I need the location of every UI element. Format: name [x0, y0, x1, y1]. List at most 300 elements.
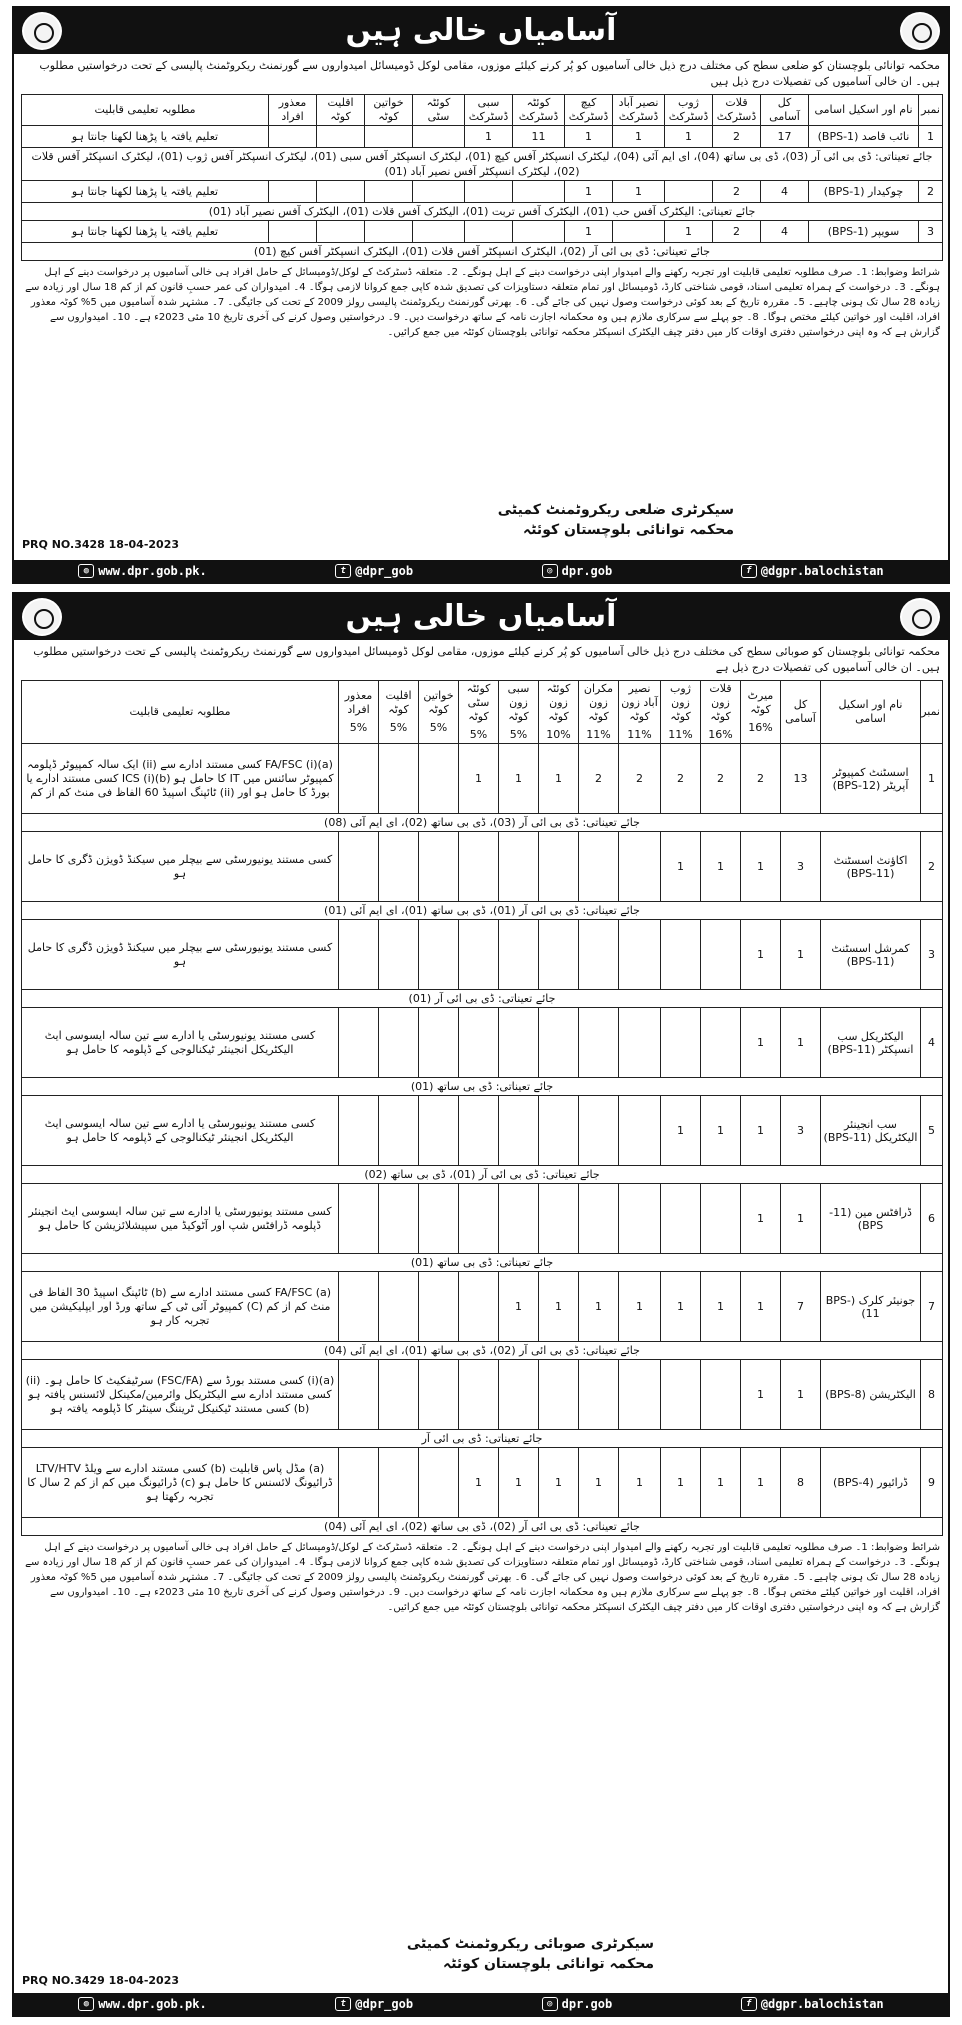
ad1-vacancy-table	[21, 94, 943, 261]
quota-cell: 1	[661, 1448, 701, 1518]
quota-cell	[339, 1448, 379, 1518]
energy-dept-seal-icon	[22, 12, 62, 50]
quota-cell	[339, 832, 379, 902]
quota-cell	[269, 181, 317, 203]
quota-cell	[613, 221, 665, 243]
ad1-footer	[14, 560, 948, 582]
quota-percent: 10%	[546, 728, 571, 741]
column-header-label: معذور افراد	[278, 96, 307, 123]
quota-cell: 1	[539, 1272, 579, 1342]
place-of-posting: جائے تعیناتی: ڈی بی ائی آر (03)، ڈی بی ساتھ (02)، ای ایم آئی (08)	[22, 814, 943, 832]
ad2-vacancy-table	[21, 680, 943, 1536]
quota-cell: 1	[781, 1008, 821, 1078]
column-header-label: میرٹ کوٹہ	[747, 689, 774, 716]
quota-cell	[379, 920, 419, 990]
quota-cell: 4	[761, 221, 809, 243]
column-header	[379, 681, 419, 744]
column-header	[579, 681, 619, 744]
quota-cell: 2	[741, 744, 781, 814]
column-header-label: سبی ڈسٹرکٹ	[468, 96, 509, 123]
column-header-label: مطلوبہ تعلیمی قابلیت	[94, 103, 196, 116]
quota-cell	[579, 832, 619, 902]
globe-icon: ◍	[78, 1997, 94, 2011]
quota-cell: 1	[701, 1448, 741, 1518]
quota-cell	[419, 1096, 459, 1166]
row-number: 7	[921, 1272, 943, 1342]
quota-cell	[317, 181, 365, 203]
table-row	[22, 920, 943, 990]
quota-cell	[701, 920, 741, 990]
table-row	[22, 832, 943, 902]
column-header	[661, 681, 701, 744]
quota-cell	[269, 126, 317, 148]
column-header-label: کوئٹہ سٹی	[426, 96, 451, 123]
place-of-posting: جائے تعیناتی: ڈی بی ائی آر (01)	[22, 990, 943, 1008]
column-header-label: معذور افراد	[344, 689, 373, 716]
quota-cell: 2	[713, 221, 761, 243]
column-header	[781, 681, 821, 744]
quota-cell: 1	[665, 221, 713, 243]
column-header-label: کوئٹہ زون کوٹہ	[546, 682, 571, 723]
quota-percent: 5%	[469, 728, 488, 741]
ad1-signature-dept: محکمہ توانائی بلوچستان کوئٹہ	[523, 522, 734, 538]
qualification: کسی مستند یونیورسٹی یا ادارے سے تین سالہ ایسوسی ایٹ الیکٹریکل انجینئر ٹیکنالوجی کے ڈپلومہ کا حامل ہو	[22, 1096, 339, 1166]
quota-cell	[339, 1096, 379, 1166]
column-header	[665, 95, 713, 126]
place-of-posting: جائے تعیناتی: ڈی بی ائی آر (02)، الیکٹرک انسپکٹر آفس قلات (01)، الیکٹرک انسپکٹر آفس کیچ (01)	[22, 243, 943, 261]
table-row	[22, 744, 943, 814]
column-header-label: کوئٹہ سٹی کوٹہ	[466, 682, 491, 723]
instagram-icon: ◎	[542, 1997, 558, 2011]
quota-cell	[661, 1184, 701, 1254]
quota-percent: 11%	[668, 728, 693, 741]
ad2-title: آسامیاں خالی ہیں	[345, 599, 617, 634]
ad1-footer-twitter[interactable]: t @dpr_gob	[335, 564, 413, 578]
quota-cell	[539, 920, 579, 990]
column-header	[465, 95, 513, 126]
column-header-label: نصیر آباد زون کوٹہ	[621, 682, 658, 723]
quota-cell: 3	[781, 832, 821, 902]
column-header	[809, 95, 919, 126]
ad2-intro: محکمہ توانائی بلوچستان کو صوبائی سطح کی مختلف درج ذیل خالی آسامیوں کو پُر کرنے کیلئے موزوں، مقامی لوکل ڈومیسائل امیدواروں سے گورنمنٹ ریکروٹمنٹ پالیسی کے تحت درخواستیں مطلوب ہیں۔ ان خالی آسامیوں کی تفصیلات درج ذیل ہے	[33, 645, 940, 674]
quota-cell: 1	[781, 920, 821, 990]
quota-cell: 1	[619, 1272, 661, 1342]
quota-cell	[419, 1008, 459, 1078]
column-header-label: مطلوبہ تعلیمی قابلیت	[129, 705, 231, 718]
quota-cell	[379, 1008, 419, 1078]
quota-cell	[579, 1008, 619, 1078]
facebook-icon: f	[741, 564, 757, 578]
quota-percent: 5%	[389, 721, 408, 734]
table-row	[22, 221, 943, 243]
table-row	[22, 126, 943, 148]
ad2-footer-instagram[interactable]: ◎ dpr.gob	[542, 1997, 613, 2011]
quota-cell: 1	[741, 1008, 781, 1078]
quota-cell: 2	[619, 744, 661, 814]
qualification: (a)(i) FA/FSC کسی مستند ادارے سے (ii) ایک سالہ کمپیوٹر ڈپلومہ کمپیوٹر سائنس میں IT کا حامل ہو (b)(i) ICS کسی مستند ادارے یا بورڈ کا حامل ہو اور (ii) ٹائپنگ اسپیڈ 60 الفاظ فی منٹ کم از کم	[22, 744, 339, 814]
quota-cell: 7	[781, 1272, 821, 1342]
quota-cell: 1	[661, 832, 701, 902]
post-name: نائب قاصد (BPS-1)	[809, 126, 919, 148]
quota-cell	[459, 1184, 499, 1254]
quota-cell: 1	[459, 1448, 499, 1518]
quota-cell	[419, 744, 459, 814]
quota-cell	[499, 1360, 539, 1430]
column-header-label: خواتین کوٹہ	[423, 689, 454, 716]
column-header	[821, 681, 921, 744]
place-of-posting: جائے تعیناتی: ڈی بی ساتھ (01)	[22, 1254, 943, 1272]
table-row	[22, 1184, 943, 1254]
quota-cell	[379, 832, 419, 902]
ad1-footer-instagram[interactable]: ◎ dpr.gob	[542, 564, 613, 578]
advertisement-district	[12, 6, 950, 584]
ad1-intro: محکمہ توانائی بلوچستان کو ضلعی سطح کی مختلف درج ذیل خالی آسامیوں کو پُر کرنے کیلئے موزوں، مقامی لوکل ڈومیسائل امیدواروں سے گورنمنٹ ریکروٹمنٹ پالیسی کے تحت درخواستیں مطلوب ہیں۔ ان خالی آسامیوں کی تفصیلات درج ذیل ہیں	[39, 59, 940, 88]
column-header	[919, 95, 943, 126]
column-header	[565, 95, 613, 126]
table-row	[22, 1448, 943, 1518]
column-header	[499, 681, 539, 744]
quota-cell: 1	[539, 744, 579, 814]
quota-cell	[619, 1360, 661, 1430]
station-row	[22, 148, 943, 181]
quota-cell	[539, 832, 579, 902]
quota-cell	[365, 126, 413, 148]
quota-cell	[539, 1008, 579, 1078]
quota-cell	[413, 126, 465, 148]
row-number: 6	[921, 1184, 943, 1254]
quota-cell: 1	[781, 1184, 821, 1254]
quota-cell	[413, 181, 465, 203]
quota-percent: 11%	[627, 728, 652, 741]
quota-cell: 1	[661, 1096, 701, 1166]
energy-dept-seal-icon	[22, 598, 62, 636]
row-number: 1	[921, 744, 943, 814]
quota-cell: 1	[741, 1096, 781, 1166]
post-name: ڈرافٹس مین (11-BPS)	[821, 1184, 921, 1254]
quota-cell: 1	[741, 1360, 781, 1430]
post-name: اکاؤنٹ اسسٹنٹ (BPS-11)	[821, 832, 921, 902]
quota-cell: 2	[713, 126, 761, 148]
qualification: (a) مڈل پاس قابلیت (b) کسی مستند ادارے سے ویلڈ LTV/HTV ڈرائیونگ لائسنس کا حامل ہو (c) ڈرائیونگ میں کم از کم 2 سال کا تجربہ رکھتا ہو	[22, 1448, 339, 1518]
quota-cell	[419, 920, 459, 990]
column-header	[365, 95, 413, 126]
column-header	[713, 95, 761, 126]
quota-cell: 1	[741, 1184, 781, 1254]
quota-cell: 1	[613, 126, 665, 148]
station-row	[22, 1254, 943, 1272]
quota-cell: 1	[741, 832, 781, 902]
quota-cell	[317, 126, 365, 148]
govt-seal-icon	[900, 598, 940, 636]
quota-cell: 8	[781, 1448, 821, 1518]
quota-cell: 1	[741, 1448, 781, 1518]
quota-percent: 16%	[708, 728, 733, 741]
column-header	[921, 681, 943, 744]
quota-cell	[579, 1360, 619, 1430]
quota-cell	[465, 221, 513, 243]
table-row	[22, 1360, 943, 1430]
column-header	[539, 681, 579, 744]
govt-seal-icon	[900, 12, 940, 50]
column-header	[701, 681, 741, 744]
quota-cell	[365, 181, 413, 203]
qualification: کسی مستند یونیورسٹی یا ادارے سے تین سالہ ایسوسی ایٹ الیکٹریکل انجینئر ٹیکنالوجی کے ڈپلومہ کا حامل ہو	[22, 1008, 339, 1078]
quota-cell	[499, 1184, 539, 1254]
quota-cell: 1	[579, 1448, 619, 1518]
instagram-icon: ◎	[542, 564, 558, 578]
station-row	[22, 243, 943, 261]
column-header	[761, 95, 809, 126]
quota-cell	[665, 181, 713, 203]
quota-cell: 1	[741, 920, 781, 990]
column-header-label: نصیر آباد ڈسٹرکٹ	[618, 96, 659, 123]
quota-cell	[539, 1184, 579, 1254]
quota-cell: 2	[701, 744, 741, 814]
ad1-header-row	[22, 95, 943, 126]
post-name: کمرشل اسسٹنٹ (BPS-11)	[821, 920, 921, 990]
quota-cell	[465, 181, 513, 203]
quota-cell: 1	[701, 1096, 741, 1166]
quota-cell	[499, 1096, 539, 1166]
quota-cell	[419, 1272, 459, 1342]
quota-cell: 1	[619, 1448, 661, 1518]
quota-cell: 2	[579, 744, 619, 814]
table-row	[22, 1096, 943, 1166]
quota-cell	[339, 1008, 379, 1078]
quota-cell: 1	[565, 181, 613, 203]
column-header	[459, 681, 499, 744]
quota-cell	[339, 920, 379, 990]
station-row	[22, 990, 943, 1008]
quota-cell	[379, 1096, 419, 1166]
column-header	[419, 681, 459, 744]
post-name: اسسٹنٹ کمپیوٹر آپریٹر (BPS-12)	[821, 744, 921, 814]
ad1-signature	[14, 500, 734, 540]
quota-cell	[459, 1272, 499, 1342]
quota-cell	[339, 1184, 379, 1254]
quota-cell: 1	[701, 832, 741, 902]
ad2-footer-twitter[interactable]: t @dpr_gob	[335, 1997, 413, 2011]
post-name: الیکٹریکل سب انسپکٹر (BPS-11)	[821, 1008, 921, 1078]
quota-cell	[499, 920, 539, 990]
row-number: 2	[919, 181, 943, 203]
row-number: 9	[921, 1448, 943, 1518]
station-row	[22, 1518, 943, 1536]
station-row	[22, 1430, 943, 1448]
quota-cell: 1	[781, 1360, 821, 1430]
quota-cell: 1	[665, 126, 713, 148]
quota-cell	[459, 1096, 499, 1166]
quota-cell	[459, 1360, 499, 1430]
column-header	[317, 95, 365, 126]
place-of-posting: جائے تعیناتی: ڈی بی ائی آر	[22, 1430, 943, 1448]
quota-cell: 13	[781, 744, 821, 814]
quota-cell	[513, 181, 565, 203]
quota-cell: 1	[459, 744, 499, 814]
table-row	[22, 181, 943, 203]
quota-cell: 1	[701, 1272, 741, 1342]
quota-cell	[365, 221, 413, 243]
column-header-label: نام اور اسکیل اسامی	[814, 103, 913, 116]
place-of-posting: جائے تعیناتی: ڈی بی ائی آر (02)، ڈی بی ساتھ (02)، ای ایم آئی (04)	[22, 1518, 943, 1536]
place-of-posting: جائے تعیناتی: ڈی بی ائی آر (01)، ڈی بی ساتھ (02)	[22, 1166, 943, 1184]
post-name: الیکٹریشن (BPS-8)	[821, 1360, 921, 1430]
column-header	[413, 95, 465, 126]
quota-cell	[619, 1096, 661, 1166]
quota-cell	[619, 832, 661, 902]
column-header-label: ژوب ڈسٹرکٹ	[668, 96, 709, 123]
ad2-signature-dept: محکمہ توانائی بلوچستان کوئٹہ	[443, 1956, 654, 1972]
quota-cell	[499, 832, 539, 902]
ad2-prq-number: PRQ NO.3429 18-04-2023	[22, 1974, 180, 1987]
quota-cell: 2	[661, 744, 701, 814]
column-header-label: نام اور اسکیل اسامی	[838, 698, 903, 725]
quota-cell	[619, 920, 661, 990]
qualification: تعلیم یافتہ یا پڑھنا لکھنا جانتا ہو	[22, 126, 269, 148]
facebook-icon: f	[741, 1997, 757, 2011]
place-of-posting: جائے تعیناتی: ڈی بی ائی آر (03)، ڈی بی ساتھ (04)، ای ایم آئی (04)، لیکٹرک انسپکٹر آفس کیچ (01)، لیکٹرک انسپکٹر آفس سبی (01)، لیکٹرک انسپکٹر آفس ژوب (01)، لیکٹرک انسپکٹر آفس قلات (02)، لیکٹرک انسپکٹر آفس نصیر آباد (01)	[22, 148, 943, 181]
quota-cell	[579, 920, 619, 990]
column-header-label: مکران زون کوٹہ	[583, 682, 614, 723]
quota-cell	[513, 221, 565, 243]
row-number: 5	[921, 1096, 943, 1166]
quota-cell: 1	[465, 126, 513, 148]
qualification: تعلیم یافتہ یا پڑھنا لکھنا جانتا ہو	[22, 181, 269, 203]
ad1-title: آسامیاں خالی ہیں	[345, 13, 617, 48]
quota-cell	[419, 1360, 459, 1430]
twitter-icon: t	[335, 1997, 351, 2011]
column-header-label: اقلیت کوٹہ	[327, 96, 354, 123]
qualification: کسی مستند یونیورسٹی سے بیچلر میں سیکنڈ ڈویژن ڈگری کا حامل ہو	[22, 920, 339, 990]
quota-cell	[701, 1008, 741, 1078]
table-row	[22, 1272, 943, 1342]
column-header	[22, 95, 269, 126]
place-of-posting: جائے تعیناتی: ڈی بی ائی آر (01)، ڈی بی ساتھ (01)، ای ایم آئی (01)	[22, 902, 943, 920]
quota-cell	[619, 1184, 661, 1254]
quota-cell: 1	[499, 1448, 539, 1518]
quota-percent: 5%	[349, 721, 368, 734]
quota-cell: 1	[579, 1272, 619, 1342]
quota-cell	[661, 1360, 701, 1430]
column-header	[619, 681, 661, 744]
column-header-label: کل آسامی	[769, 96, 800, 123]
post-name: سب انجینئر الیکٹریکل (BPS-11)	[821, 1096, 921, 1166]
advertisement-provincial	[12, 592, 950, 2017]
quota-cell: 17	[761, 126, 809, 148]
quota-cell	[539, 1360, 579, 1430]
column-header	[741, 681, 781, 744]
table-row	[22, 1008, 943, 1078]
ad1-prq-number: PRQ NO.3428 18-04-2023	[22, 538, 180, 551]
quota-cell	[419, 1184, 459, 1254]
quota-cell: 1	[499, 744, 539, 814]
column-header-label: ژوب زون کوٹہ	[670, 682, 691, 723]
quota-cell	[499, 1008, 539, 1078]
column-header-label: کیچ ڈسٹرکٹ	[568, 96, 609, 123]
quota-cell	[579, 1184, 619, 1254]
quota-cell	[661, 920, 701, 990]
quota-cell	[379, 1272, 419, 1342]
quota-cell	[269, 221, 317, 243]
column-header-label: سبی زون کوٹہ	[507, 682, 530, 723]
quota-cell	[379, 1184, 419, 1254]
station-row	[22, 814, 943, 832]
post-name: جونیئر کلرک (BPS-11)	[821, 1272, 921, 1342]
quota-percent: 5%	[429, 721, 448, 734]
row-number: 4	[921, 1008, 943, 1078]
column-header-label: اقلیت کوٹہ	[385, 689, 412, 716]
column-header-label: کوئٹہ ڈسٹرکٹ	[518, 96, 559, 123]
quota-cell	[459, 1008, 499, 1078]
quota-cell: 4	[761, 181, 809, 203]
qualification: تعلیم یافتہ یا پڑھنا لکھنا جانتا ہو	[22, 221, 269, 243]
station-row	[22, 1078, 943, 1096]
twitter-icon: t	[335, 564, 351, 578]
quota-cell: 11	[513, 126, 565, 148]
ad2-signature	[14, 1934, 654, 1974]
quota-cell	[619, 1008, 661, 1078]
quota-cell: 2	[713, 181, 761, 203]
ad2-header-row	[22, 681, 943, 744]
row-number: 3	[921, 920, 943, 990]
qualification: کسی مستند یونیورسٹی سے بیچلر میں سیکنڈ ڈویژن ڈگری کا حامل ہو	[22, 832, 339, 902]
quota-cell	[701, 1184, 741, 1254]
row-number: 3	[919, 221, 943, 243]
qualification: کسی مستند یونیورسٹی یا ادارے سے تین سالہ ایسوسی ایٹ انجینئر ڈپلومہ ڈرافٹس شپ اور آٹوکیڈ میں سپیشلائزیشن کا حامل ہو	[22, 1184, 339, 1254]
row-number: 1	[919, 126, 943, 148]
quota-percent: 16%	[748, 721, 773, 734]
quota-cell	[339, 1272, 379, 1342]
quota-cell	[339, 744, 379, 814]
ad1-footer-web[interactable]: ◍ www.dpr.gob.pk.	[78, 564, 206, 578]
quota-cell	[539, 1096, 579, 1166]
quota-cell	[419, 1448, 459, 1518]
quota-percent: 11%	[586, 728, 611, 741]
quota-cell	[317, 221, 365, 243]
post-name: سویپر (BPS-1)	[809, 221, 919, 243]
column-header-label: کل آسامی	[785, 698, 816, 725]
quota-cell: 1	[539, 1448, 579, 1518]
globe-icon: ◍	[78, 564, 94, 578]
qualification: (a)(i) کسی مستند بورڈ سے (FSC/FA) سرٹیفکیٹ کا حامل ہو۔ (ii) کسی مستند ادارے سے الیکٹریکل وائرمین/مکینکل لائسنس یافتہ ہو (b) کسی مستند ٹیکنیکل ٹریننگ سینٹر کا ڈپلومہ یافتہ ہو	[22, 1360, 339, 1430]
quota-cell: 1	[661, 1272, 701, 1342]
post-name: ڈرائیور (4-BPS)	[821, 1448, 921, 1518]
ad2-footer	[14, 1993, 948, 2015]
quota-cell	[413, 221, 465, 243]
quota-cell	[459, 920, 499, 990]
quota-cell	[379, 1360, 419, 1430]
column-header-label: قلات ڈسٹرکٹ	[716, 96, 757, 123]
ad2-conditions: شرائط وضوابط: 1۔ صرف مطلوبہ تعلیمی قابلیت اور تجربہ رکھنے والے امیدوار اپنی درخواست دینے کے اہل ہونگے۔ 2۔ متعلقہ ڈسٹرکٹ کے لوکل/ڈومیسائل کے حامل افراد ہی خالی آسامیوں پر درخواست دینے کے اہل ہونگے۔ 3۔ درخواست کے ہمراہ تعلیمی اسناد، قومی شناختی کارڈ، ڈومیسائل اور تمام متعلقہ دستاویزات کی تصدیق شدہ کاپی جمع کروانا لازمی ہوگا۔ 4۔ امیدواران کی عمر حسبِ قانون کم از کم 18 سال اور زیادہ سے زیادہ 28 سال تک ہونی چاہیے۔ 5۔ مقررہ تاریخ کے بعد کوئی درخواست وصول نہیں کی جائے گی۔ 6۔ بھرتی گورنمنٹ ریکروٹمنٹ پالیسی رولز 2009 کے تحت کی جائیگی۔ 7۔ مشتہر شدہ آسامیوں میں 5% کوٹہ معذور افراد، اقلیت اور خواتین کیلئے مختص ہوگا۔ 8۔ جو پہلے سے سرکاری ملازم ہیں وہ محکمانہ اجازت نامہ کے ساتھ درخواست دیں۔ 9۔ درخواستیں وصول کرنے کی آخری تاریخ 10 مئی 2023ء ہے۔ 10۔ امیدواروں سے گزارش ہے کہ وہ اپنی درخواستیں دفتری اوقات کار میں دفتر چیف الیکٹرک انسپکٹر محکمہ توانائی بلوچستان کوئٹہ میں جمع کرائیں۔	[25, 1542, 940, 1613]
ad2-footer-facebook[interactable]: f @dgpr.balochistan	[741, 1997, 884, 2011]
quota-cell	[701, 1360, 741, 1430]
ad1-footer-facebook[interactable]: f @dgpr.balochistan	[741, 564, 884, 578]
quota-cell	[661, 1008, 701, 1078]
ad2-footer-web[interactable]: ◍ www.dpr.gob.pk.	[78, 1997, 206, 2011]
quota-cell: 1	[613, 181, 665, 203]
quota-cell	[459, 832, 499, 902]
quota-percent: 5%	[509, 728, 528, 741]
quota-cell	[379, 744, 419, 814]
column-header	[339, 681, 379, 744]
station-row	[22, 1342, 943, 1360]
column-header-label: نمبر	[921, 705, 940, 718]
qualification: (a) FA/FSC کسی مستند ادارے سے (b) ٹائپنگ اسپیڈ 30 الفاظ فی منٹ کم از کم (C) کمپیوٹر آئی ٹی کے ساتھ ورڈ اور ایپلیکیشن میں تجربہ کار ہو	[22, 1272, 339, 1342]
quota-cell	[579, 1096, 619, 1166]
ad2-banner	[14, 594, 948, 640]
column-header	[269, 95, 317, 126]
column-header-label: نمبر	[921, 103, 940, 116]
